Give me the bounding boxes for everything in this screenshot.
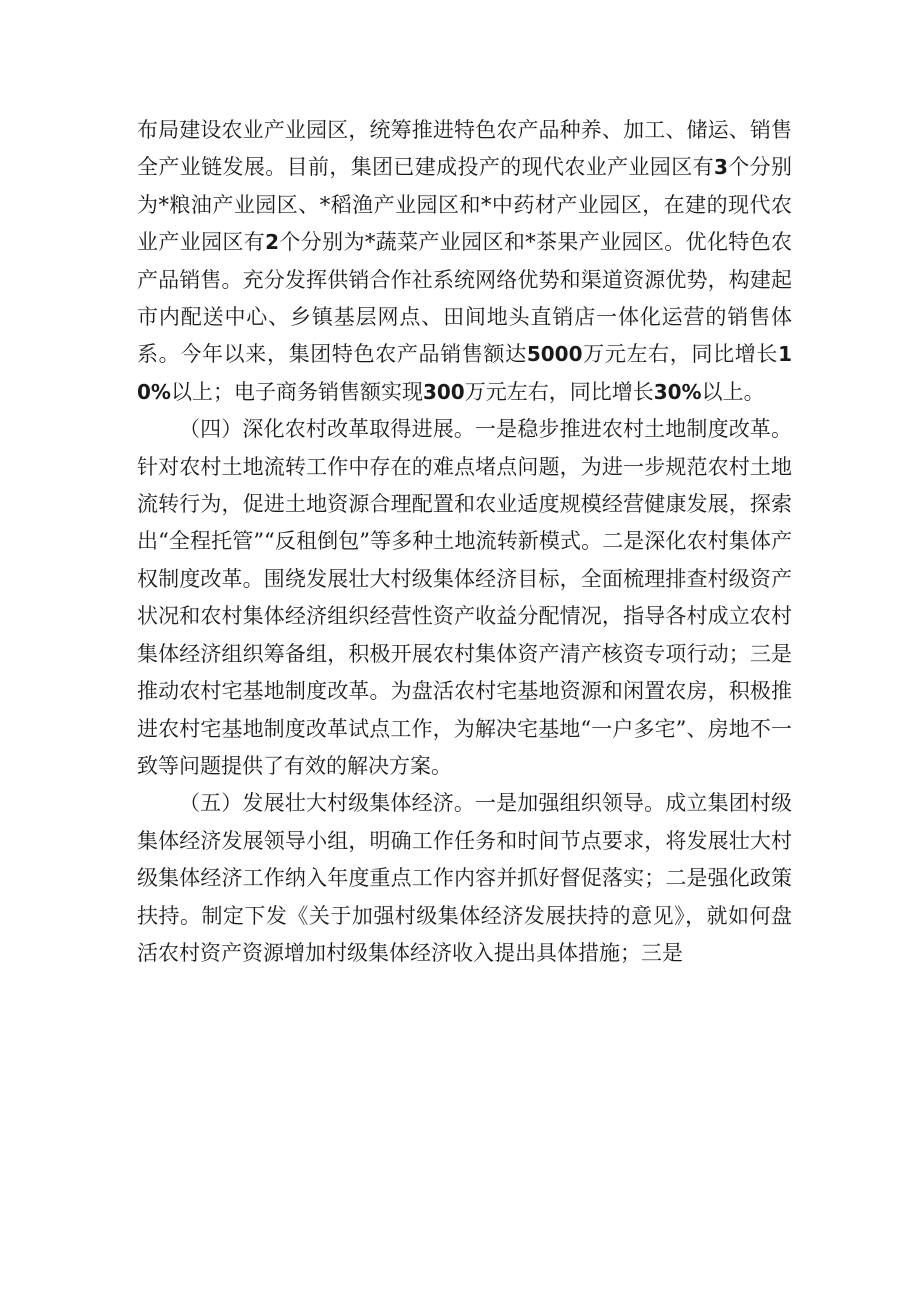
text-run: （五）发展壮大村级集体经济。一是加强组织领导。成立集团村级集体经济发展领导小组，明确工作任务和时间节点要求，将发展壮大村级集体经济工作纳入年度重点工作内容并抓好督促落实；二是强化政策扶持。制定下发《关于加强村级集体经济发展扶持的意见》，就如何盘活农村资产资源增加村级集体经济收入提出具体措施；三是 (137, 791, 792, 965)
bold-figure (265, 230, 279, 254)
paragraph-agri-parks-sales (137, 112, 792, 411)
paragraph-rural-reform (137, 411, 792, 785)
bold-number: 5000 (526, 342, 583, 367)
bold-figure (654, 380, 702, 404)
paragraph-village-collective-economy (137, 785, 792, 972)
bold-number: 30% (653, 379, 702, 404)
text-run: 布局建设农业产业园区，统筹推进特色农产品种养、加工、储运、销售全产业链发展。目前，集团已建成投产的现代农业产业园区有 (137, 118, 792, 180)
bold-figure (423, 380, 465, 404)
bold-number: 2 (265, 230, 280, 255)
bold-number: 300 (422, 379, 465, 404)
bold-number: 10% (137, 342, 793, 404)
text-run: （四）深化农村改革取得进展。一是稳步推进农村土地制度改革。针对农村土地流转工作中存在的难点堵点问题，为进一步规范农村土地流转行为，促进土地资源合理配置和农业适度规模经营健康发展，探索出“全程托管”“反租倒包”等多种土地流转新模式。二是深化农村集体产权制度改革。围绕发展壮大村级集体经济目标，全面梳理排查村级资产状况和农村集体经济组织经营性资产收益分配情况，指导各村成立农村集体经济组织筹备组，积极开展农村集体资产清产核资专项行动；三是推动农村宅基地制度改革。为盘活农村宅基地资源和闲置农房，积极推进农村宅基地制度改革试点工作，为解决宅基地“一户多宅”、房地不一致等问题提供了有效的解决方案。 (137, 417, 792, 778)
bold-number: 3 (713, 155, 728, 180)
text-run: 万元左右，同比增长 (464, 379, 654, 404)
bold-figure (714, 155, 728, 179)
text-run: 以上；电子商务销售额实现 (170, 379, 423, 404)
document-page (137, 112, 792, 972)
text-run: 个分别为*蔬菜产业园区和*茶果产业园区。优化特色农产品销售。充分发挥供销合作社系统网络优势和渠道资源优势，构建起市内配送中心、乡镇基层网点、田间地头直销店一体化运营的销售体系。今年以来，集团特色农产品销售额达 (137, 230, 793, 367)
text-run: 万元左右，同比增长 (582, 342, 779, 367)
text-run: 以上。 (701, 379, 765, 404)
bold-figure (527, 342, 583, 366)
text-run: 个分别为*粮油产业园区、*稻渔产业园区和*中药材产业园区，在建的现代农业产业园区有 (137, 155, 792, 255)
